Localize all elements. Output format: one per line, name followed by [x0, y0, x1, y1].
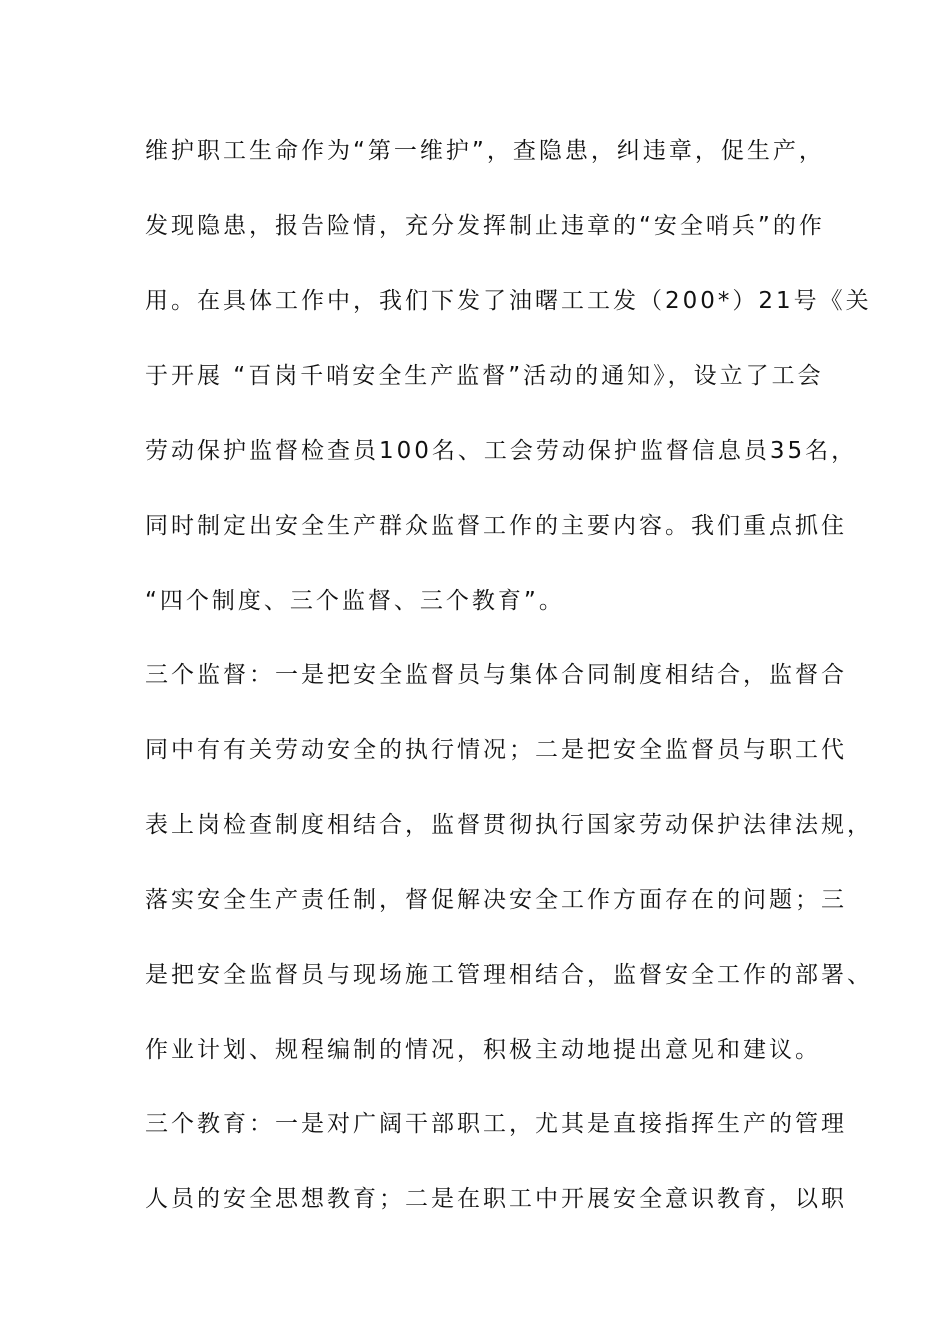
paragraph-line: 是把安全监督员与现场施工管理相结合，监督安全工作的部署、 [145, 962, 873, 988]
paragraph-line: 发现隐患，报告险情，充分发挥制止违章的“安全哨兵”的作 [145, 213, 825, 239]
paragraph-line: 人员的安全思想教育；二是在职工中开展安全意识教育，以职 [145, 1186, 847, 1212]
paragraph-line: 同时制定出安全生产群众监督工作的主要内容。我们重点抓住 [145, 513, 847, 539]
paragraph-line: 表上岗检查制度相结合，监督贯彻执行国家劳动保护法律法规， [145, 812, 873, 838]
paragraph-line: 作业计划、规程编制的情况，积极主动地提出意见和建议。 [145, 1037, 821, 1063]
paragraph-line: 三个教育：一是对广阔干部职工，尤其是直接指挥生产的管理 [145, 1111, 847, 1137]
paragraph-line: 用。在具体工作中，我们下发了油曙工工发（200*）21号《关 [145, 288, 872, 314]
paragraph-line: 三个监督：一是把安全监督员与集体合同制度相结合，监督合 [145, 662, 847, 688]
paragraph-line: “四个制度、三个监督、三个教育”。 [145, 588, 565, 614]
paragraph-line: 同中有有关劳动安全的执行情况；二是把安全监督员与职工代 [145, 737, 847, 763]
paragraph-line: 落实安全生产责任制，督促解决安全工作方面存在的问题；三 [145, 887, 847, 913]
paragraph-line: 于开展 “百岗千哨安全生产监督”活动的通知》，设立了工会 [145, 363, 824, 389]
paragraph-line: 劳动保护监督检查员100名、工会劳动保护监督信息员35名， [145, 438, 858, 464]
paragraph-line: 维护职工生命作为“第一维护”，查隐患，纠违章，促生产， [145, 138, 825, 164]
